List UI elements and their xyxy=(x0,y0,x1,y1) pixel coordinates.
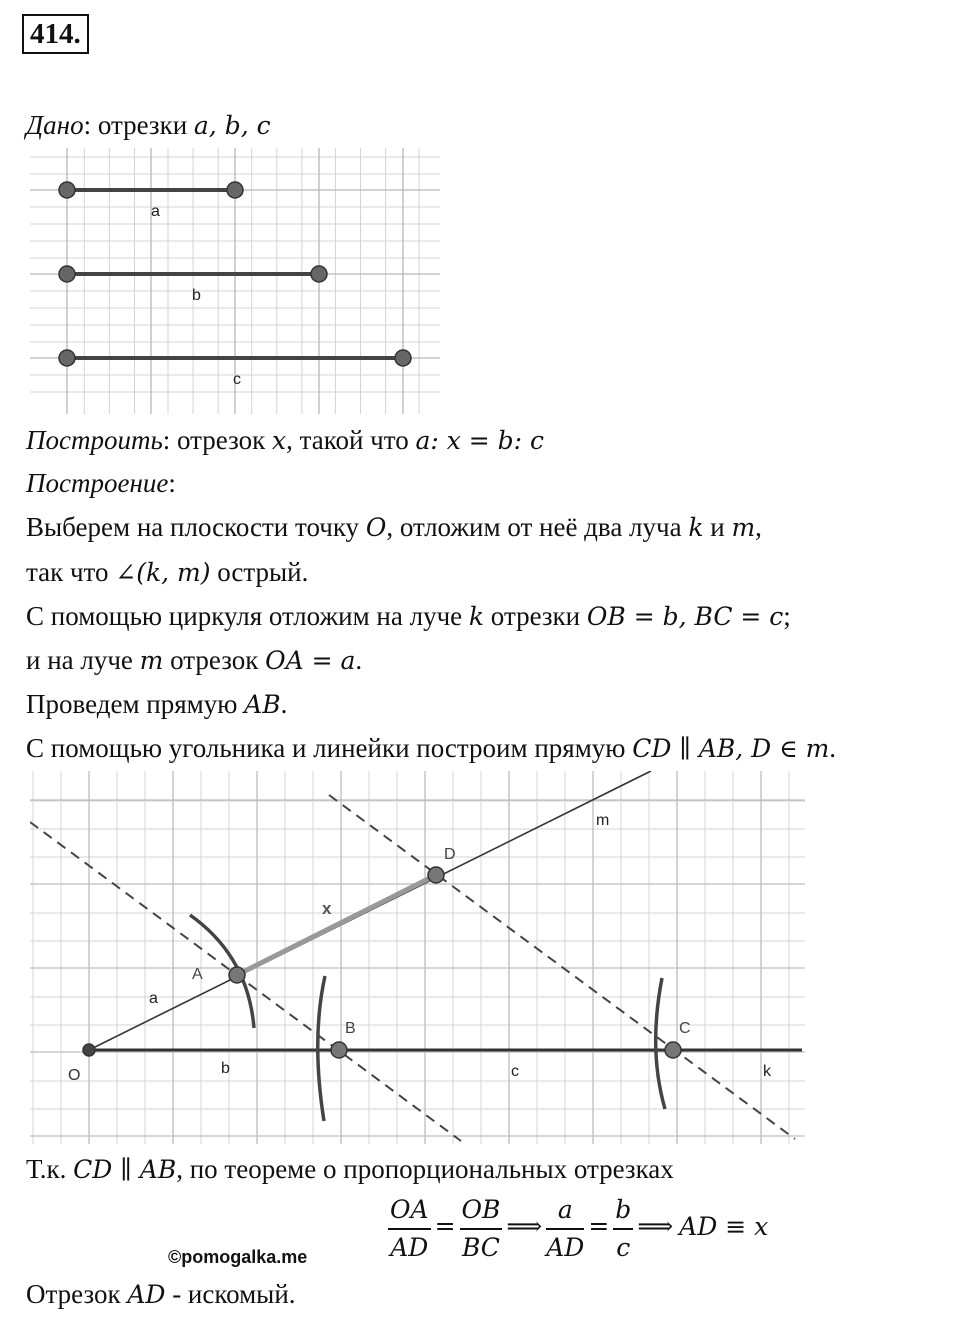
dashed-line-AB xyxy=(30,822,461,1141)
construct-var: x xyxy=(272,426,287,455)
point-c-start xyxy=(59,350,75,366)
watermark: ©pomogalka.me xyxy=(168,1247,308,1267)
label-a: a xyxy=(151,203,160,220)
step-6: С помощью угольника и линейки построим прямую CD ∥ AB, D ∈ m. xyxy=(26,733,837,763)
arc-C xyxy=(656,978,665,1109)
point-B xyxy=(331,1042,347,1058)
label-seg-x: x xyxy=(322,899,332,918)
given-label: Дано xyxy=(26,110,84,140)
conclusion-line: Т.к. CD ∥ AB, по теореме о пропорциональных отрезках xyxy=(26,1154,674,1184)
label-seg-a: a xyxy=(149,990,158,1007)
label-b: b xyxy=(192,287,201,304)
construct-text1: : отрезок xyxy=(162,425,272,455)
fraction-a-AD: $\frac{a}{AD}$ xyxy=(546,1192,584,1266)
point-b-start xyxy=(59,266,75,282)
final-line: Отрезок AD - искомый. xyxy=(26,1279,296,1309)
construct-label: Построить xyxy=(26,425,163,455)
given-segments-figure xyxy=(30,148,440,414)
construct-text2: , такой что xyxy=(286,425,416,455)
step-1: Выберем на плоскости точку O, отложим от неё два луча k и m, xyxy=(26,512,762,542)
point-a-start xyxy=(59,182,75,198)
label-D: D xyxy=(444,846,456,863)
label-c: c xyxy=(233,371,241,388)
construct-line xyxy=(26,423,544,458)
label-ray-k: k xyxy=(763,1063,771,1080)
construct-ratio: a: x = b: c xyxy=(415,426,545,455)
construction-figure xyxy=(30,771,805,1144)
point-c-end xyxy=(395,350,411,366)
step-2: так что ∠(k, m) острый. xyxy=(26,557,309,587)
fraction-OA-AD: $\frac{OA}{AD}$ xyxy=(388,1192,431,1266)
given-line xyxy=(26,108,271,143)
step-5: Проведем прямую AB. xyxy=(26,689,288,719)
fraction-b-c: $\frac{b}{c}$ xyxy=(613,1192,633,1266)
dashed-line-CD xyxy=(329,795,795,1139)
point-D xyxy=(428,867,444,883)
label-seg-b: b xyxy=(221,1060,230,1077)
label-seg-c: c xyxy=(511,1063,519,1080)
point-O xyxy=(83,1044,95,1056)
fraction-OB-BC: $\frac{OB}{BC}$ xyxy=(460,1192,503,1266)
given-text: : отрезки xyxy=(83,110,194,140)
construction-heading xyxy=(26,466,176,500)
proportion-formula: $\frac{OA}{AD}$ = $\frac{OB}{BC}$ ⟹ $\frac{a}{AD}$ = $\frac{b}{c}$ ⟹ AD ≡ x xyxy=(384,1192,768,1266)
construction-colon: : xyxy=(168,468,176,498)
grid-major xyxy=(30,771,805,1144)
point-A xyxy=(229,967,245,983)
label-A: A xyxy=(192,966,203,983)
step-3: С помощью циркуля отложим на луче k отрезки OB = b, BC = c; xyxy=(26,601,791,631)
step-4: и на луче m отрезок OA = a. xyxy=(26,645,363,675)
point-a-end xyxy=(227,182,243,198)
grid xyxy=(30,771,805,1144)
label-C: C xyxy=(679,1020,691,1037)
label-O: O xyxy=(68,1067,81,1084)
problem-number: 414. xyxy=(22,14,89,54)
segment-x xyxy=(237,875,436,975)
construction-label: Построение xyxy=(26,468,169,498)
point-b-end xyxy=(311,266,327,282)
point-C xyxy=(665,1042,681,1058)
given-vars: a, b, c xyxy=(193,111,271,140)
label-ray-m: m xyxy=(596,812,610,829)
label-B: B xyxy=(345,1020,356,1037)
